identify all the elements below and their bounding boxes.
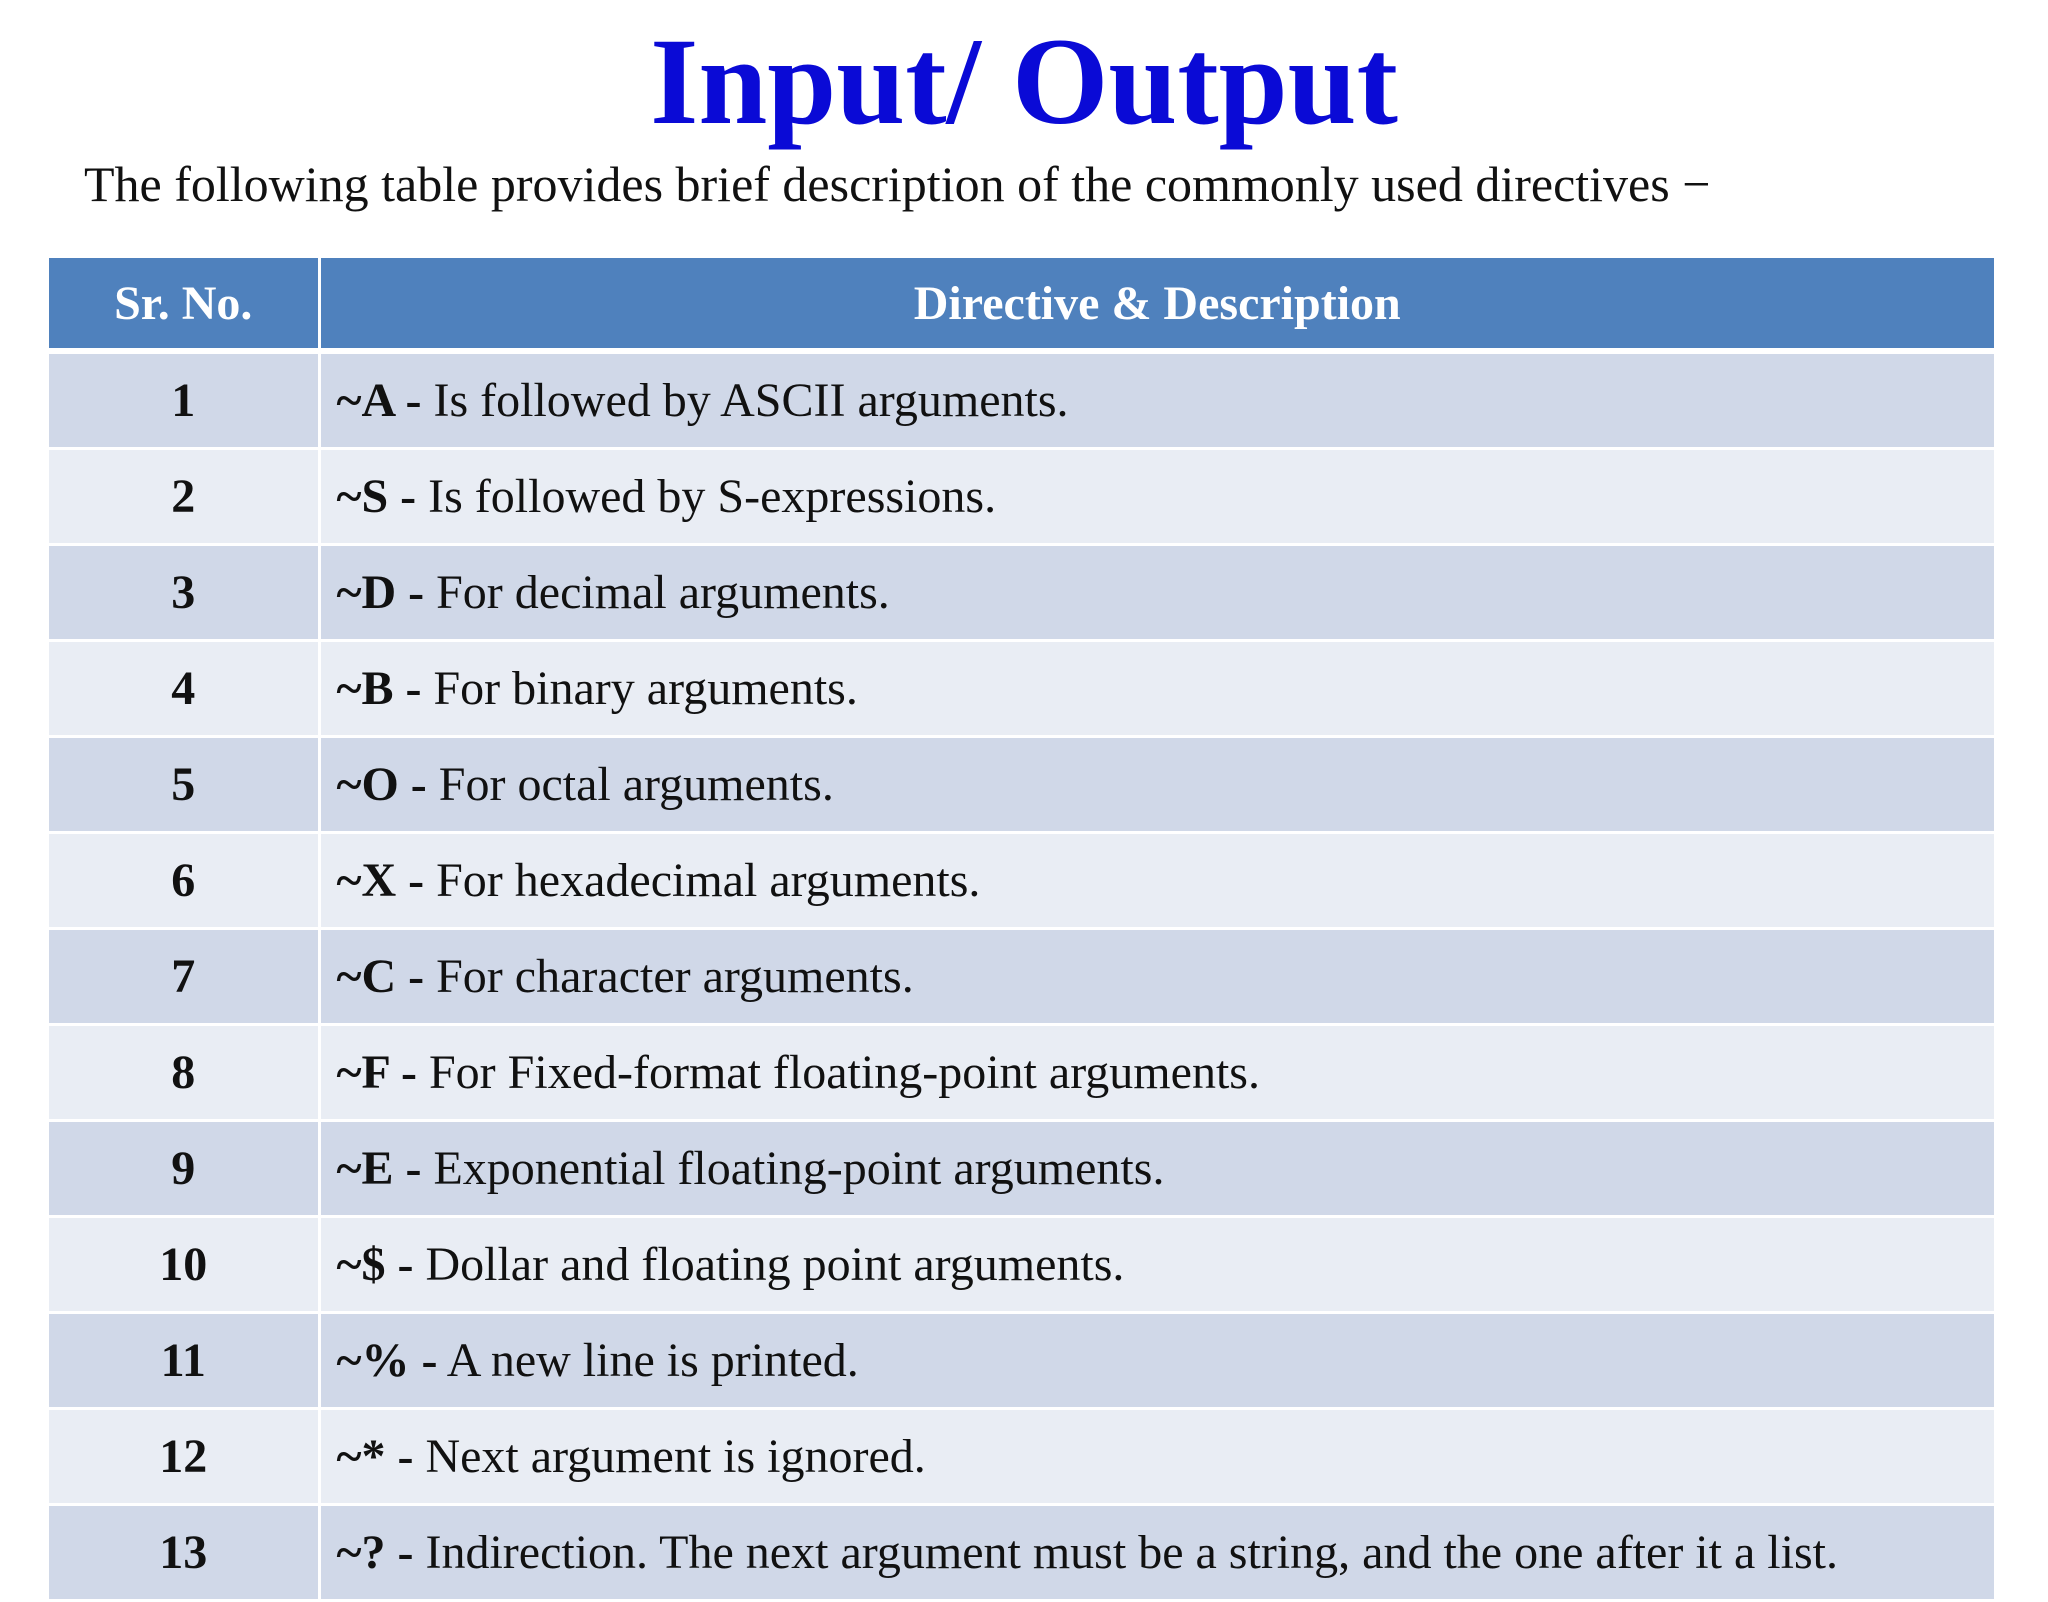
directive-code: ~F - <box>336 1046 417 1099</box>
table-header-row <box>49 258 1994 351</box>
row-number: 12 <box>49 1409 319 1505</box>
directive-code: ~X - <box>336 854 425 907</box>
header-sr-no: Sr. No. <box>49 258 319 351</box>
directive-text: Next argument is ignored. <box>413 1430 926 1483</box>
row-number: 1 <box>49 351 319 449</box>
table-row <box>49 1025 1994 1121</box>
table-row <box>49 929 1994 1025</box>
table-row <box>49 351 1994 449</box>
directive-text: Indirection. The next argument must be a string, and the one after it a list. <box>413 1526 1838 1579</box>
table-row <box>49 1505 1994 1601</box>
directive-code: ~$ - <box>336 1238 414 1291</box>
directive-text: Is followed by S-expressions. <box>416 470 997 523</box>
row-description <box>319 833 1994 929</box>
directive-code: ~% - <box>336 1334 438 1387</box>
directive-code: ~D - <box>336 566 425 619</box>
row-number: 2 <box>49 449 319 545</box>
directive-code: ~? - <box>336 1526 414 1579</box>
table-row <box>49 1409 1994 1505</box>
intro-text: The following table provides brief description of the commonly used directives − <box>84 156 1711 212</box>
directive-code: ~C - <box>336 950 425 1003</box>
directive-code: ~B - <box>336 662 422 715</box>
table-row <box>49 545 1994 641</box>
row-number: 3 <box>49 545 319 641</box>
table-row <box>49 1313 1994 1409</box>
row-description <box>319 351 1994 449</box>
row-description <box>319 1025 1994 1121</box>
directive-code: ~O - <box>336 758 427 811</box>
header-directive-description: Directive & Description <box>319 258 1994 351</box>
directive-text: Exponential floating-point arguments. <box>421 1142 1165 1195</box>
directives-table <box>49 258 1994 1602</box>
directive-text: For octal arguments. <box>426 758 834 811</box>
directive-code: ~E - <box>336 1142 422 1195</box>
directive-text: Is followed by ASCII arguments. <box>421 374 1069 427</box>
row-number: 7 <box>49 929 319 1025</box>
directive-text: For hexadecimal arguments. <box>424 854 981 907</box>
table-row <box>49 737 1994 833</box>
row-number: 9 <box>49 1121 319 1217</box>
table-row <box>49 833 1994 929</box>
row-description <box>319 545 1994 641</box>
directive-text: For character arguments. <box>424 950 914 1003</box>
table-row <box>49 641 1994 737</box>
row-description <box>319 1313 1994 1409</box>
directive-code: ~S - <box>336 470 417 523</box>
directive-code: ~A - <box>336 374 422 427</box>
row-number: 13 <box>49 1505 319 1601</box>
row-description <box>319 929 1994 1025</box>
directive-text: For binary arguments. <box>421 662 858 715</box>
row-number: 6 <box>49 833 319 929</box>
table-row <box>49 1217 1994 1313</box>
directives-table-container <box>49 258 1994 1579</box>
table-row <box>49 449 1994 545</box>
directive-text: For Fixed-format floating-point arguments. <box>416 1046 1260 1099</box>
directive-text: Dollar and floating point arguments. <box>413 1238 1125 1291</box>
row-number: 5 <box>49 737 319 833</box>
row-description <box>319 1217 1994 1313</box>
row-description <box>319 641 1994 737</box>
directive-code: ~* - <box>336 1430 414 1483</box>
row-number: 8 <box>49 1025 319 1121</box>
row-description <box>319 1121 1994 1217</box>
table-row <box>49 1121 1994 1217</box>
row-number: 11 <box>49 1313 319 1409</box>
directive-text: A new line is printed. <box>437 1334 859 1387</box>
row-description <box>319 737 1994 833</box>
row-number: 4 <box>49 641 319 737</box>
row-description <box>319 449 1994 545</box>
row-number: 10 <box>49 1217 319 1313</box>
row-description <box>319 1409 1994 1505</box>
directive-text: For decimal arguments. <box>424 566 890 619</box>
row-description <box>319 1505 1994 1601</box>
slide-title: Input/ Output <box>650 13 1398 150</box>
